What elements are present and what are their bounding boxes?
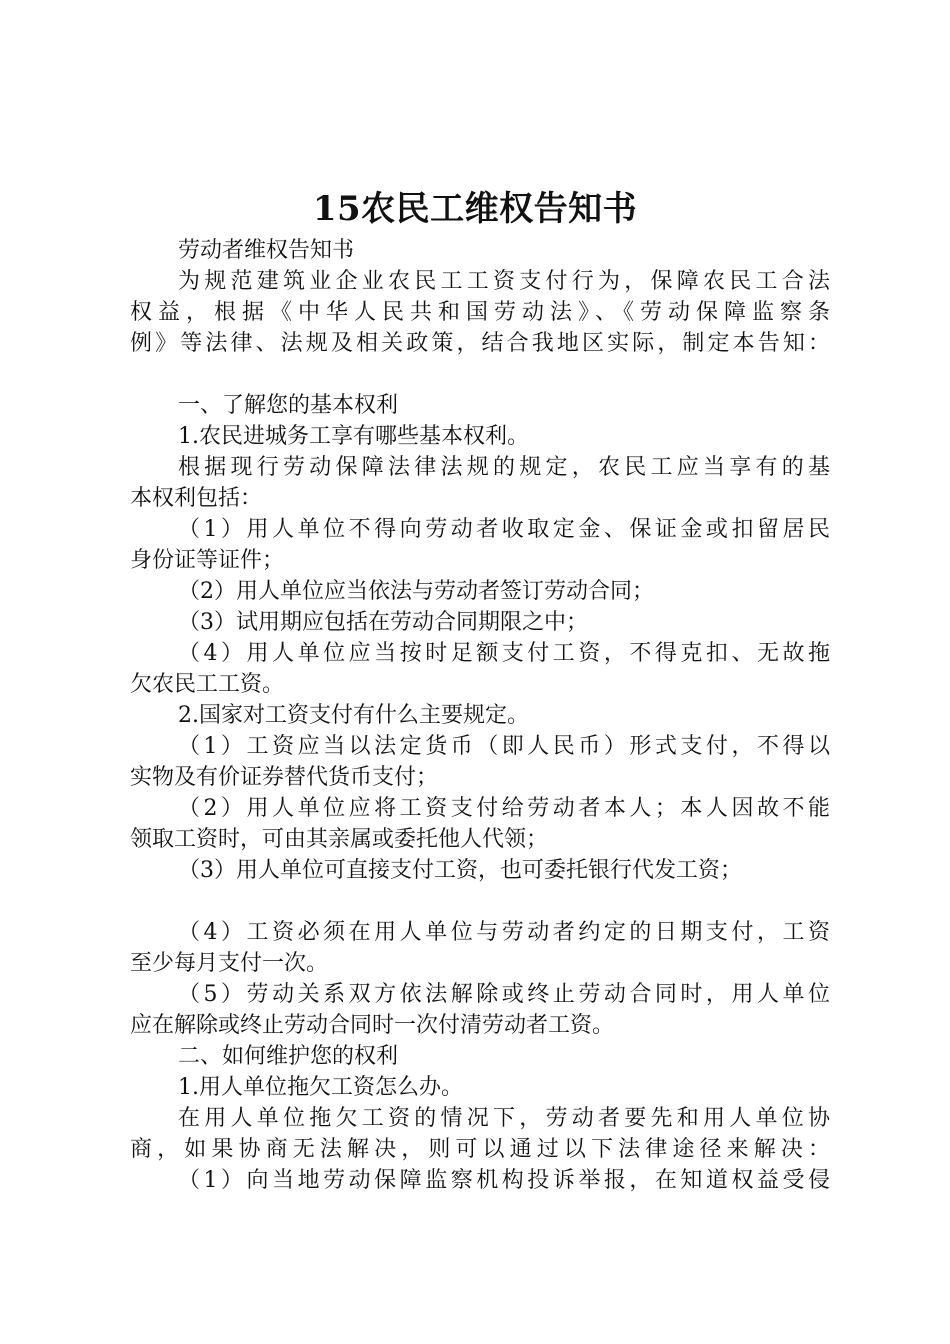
paragraph-line: 为规范建筑业企业农民工工资支付行为，保障农民工合法 <box>178 269 830 294</box>
list-item-line: （2）用人单位应将工资支付给劳动者本人；本人因故不能 <box>178 796 830 821</box>
paragraph-line: 根据现行劳动保障法律法规的规定，农民工应当享有的基 <box>178 455 830 480</box>
paragraph-line: 商，如果协商无法解决，则可以通过以下法律途径来解决： <box>130 1137 830 1162</box>
list-item-line: （1）用人单位不得向劳动者收取定金、保证金或扣留居民 <box>178 517 830 542</box>
list-item-line: 欠农民工工资。 <box>130 672 285 697</box>
question-heading: 2.国家对工资支付有什么主要规定。 <box>178 703 529 728</box>
list-item-line: 至少每月支付一次。 <box>130 951 329 976</box>
blank-line <box>130 886 830 917</box>
list-item-line: （5）劳动关系双方依法解除或终止劳动合同时，用人单位 <box>178 982 830 1007</box>
list-item-line: （1）向当地劳动保障监察机构投诉举报，在知道权益受侵 <box>178 1168 830 1193</box>
blank-line <box>130 359 830 390</box>
list-item-line: 应在解除或终止劳动合同时一次付清劳动者工资。 <box>130 1013 615 1038</box>
list-item-line: （1）工资应当以法定货币（即人民币）形式支付，不得以 <box>178 734 830 759</box>
question-heading: 1.农民进城务工享有哪些基本权利。 <box>178 424 529 449</box>
list-item-line: （3）用人单位可直接支付工资，也可委托银行代发工资； <box>178 858 742 883</box>
list-item-line: 领取工资时，可由其亲属或委托他人代领； <box>130 827 549 852</box>
list-item-line: 实物及有价证券替代货币支付； <box>130 765 439 790</box>
list-item-line: （3）试用期应包括在劳动合同期限之中； <box>178 610 588 635</box>
question-heading: 1.用人单位拖欠工资怎么办。 <box>178 1075 463 1100</box>
document-body <box>130 235 830 1196</box>
subtitle-line: 劳动者维权告知书 <box>178 238 355 263</box>
section-heading: 一、了解您的基本权利 <box>178 393 399 418</box>
list-item-line: 身份证等证件； <box>130 548 285 573</box>
list-item-line: （4）工资必须在用人单位与劳动者约定的日期支付，工资 <box>178 920 830 945</box>
paragraph-line: 本权利包括： <box>130 486 263 511</box>
section-heading: 二、如何维护您的权利 <box>178 1044 399 1069</box>
list-item-line: （4）用人单位应当按时足额支付工资，不得克扣、无故拖 <box>178 641 830 666</box>
paragraph-line: 在用人单位拖欠工资的情况下，劳动者要先和用人单位协 <box>178 1106 830 1131</box>
list-item-line: （2）用人单位应当依法与劳动者签订劳动合同； <box>178 579 654 604</box>
document-title: 15农民工维权告知书 <box>312 189 638 229</box>
paragraph-line: 权益，根据《中华人民共和国劳动法》、《劳动保障监察条 <box>130 300 830 325</box>
paragraph-line: 例》等法律、法规及相关政策，结合我地区实际，制定本告知： <box>130 331 830 356</box>
